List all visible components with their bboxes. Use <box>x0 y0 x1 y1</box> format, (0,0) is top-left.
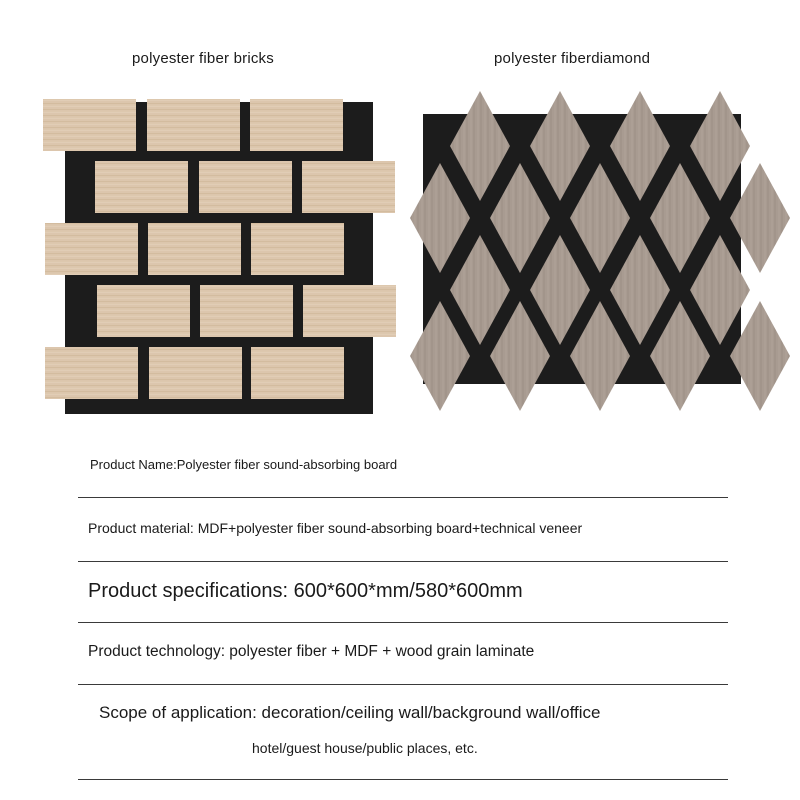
divider <box>78 684 728 685</box>
brick-tile <box>302 161 395 213</box>
scope-of-application-continued: hotel/guest house/public places, etc. <box>252 740 478 756</box>
brick-tile <box>95 161 188 213</box>
product-material: Product material: MDF+polyester fiber sound-absorbing board+technical veneer <box>88 520 583 536</box>
brick-tile <box>97 285 190 337</box>
divider <box>78 779 728 780</box>
brick-tile <box>149 347 242 399</box>
brick-tile <box>251 223 344 275</box>
brick-tile <box>200 285 293 337</box>
product-specifications: Product specifications: 600*600*mm/580*600mm <box>88 580 523 602</box>
brick-tile <box>148 223 241 275</box>
product-technology: Product technology: polyester fiber + MDF + wood grain laminate <box>88 643 535 660</box>
diamond-panel <box>410 91 790 411</box>
divider <box>78 497 728 498</box>
diamond-title: polyester fiberdiamond <box>494 50 651 67</box>
bricks-panel <box>43 99 396 414</box>
brick-tile <box>250 99 343 151</box>
product-name: Product Name:Polyester fiber sound-absorbing board <box>90 457 398 472</box>
brick-tile <box>45 347 138 399</box>
brick-tile <box>251 347 344 399</box>
divider <box>78 622 728 623</box>
brick-tile <box>303 285 396 337</box>
bricks-title: polyester fiber bricks <box>132 50 274 67</box>
brick-tile <box>199 161 292 213</box>
divider <box>78 561 728 562</box>
brick-tile <box>147 99 240 151</box>
brick-tile <box>43 99 136 151</box>
scope-of-application: Scope of application: decoration/ceiling wall/background wall/office <box>99 703 601 722</box>
brick-tile <box>45 223 138 275</box>
